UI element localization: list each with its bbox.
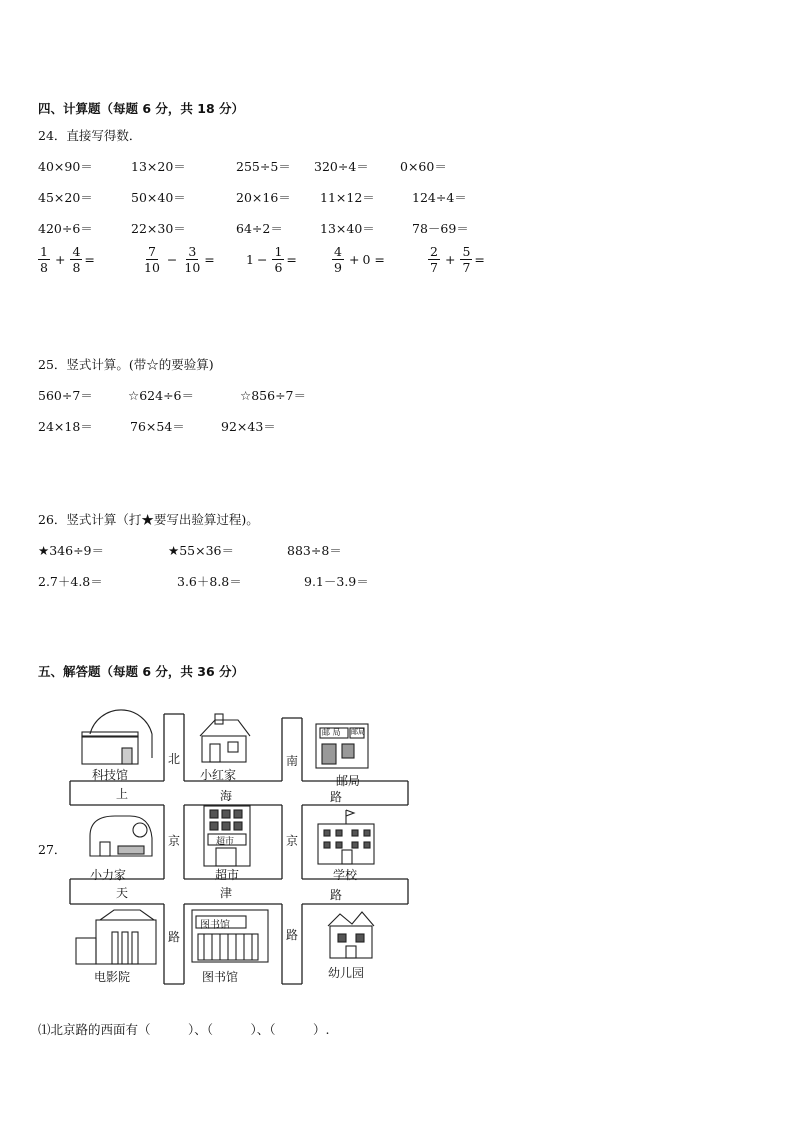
problem: 560÷7＝ [38, 388, 93, 403]
road-tianjin-2: 津 [220, 886, 233, 900]
section-5-heading: 五、解答题（每题 6 分，共 36 分） [38, 664, 245, 679]
supermarket-sign: 超市 [216, 837, 235, 847]
operator: − [166, 252, 178, 267]
numerator: 4 [72, 244, 81, 259]
label-xiaoli-home: 小力家 [90, 868, 127, 882]
whole-number: 1 [246, 252, 254, 267]
question-25-title: 25．竖式计算。(带☆的要验算) [38, 357, 214, 372]
denominator: 7 [430, 260, 438, 275]
road-shanghai-1: 上 [116, 787, 129, 801]
problem: ☆624÷6＝ [128, 388, 194, 403]
question-26-title: 26．竖式计算（打★要写出验算过程)。 [38, 512, 259, 527]
operator: + [348, 252, 360, 267]
road-nanjing-3: 路 [286, 928, 299, 942]
fraction-problem [140, 244, 215, 275]
problem: 0×60＝ [400, 159, 447, 174]
denominator: 10 [184, 260, 201, 275]
road-tianjin-1: 天 [116, 886, 129, 900]
problem: 320÷4＝ [314, 159, 369, 174]
section-4-heading: 四、计算题（每题 6 分，共 18 分） [38, 101, 245, 116]
problem: 40×90＝ [38, 159, 93, 174]
denominator: 8 [72, 260, 81, 275]
problem: 13×40＝ [320, 221, 375, 236]
label-cinema: 电影院 [94, 970, 131, 984]
label-supermarket: 超市 [215, 868, 240, 882]
problem: 64÷2＝ [236, 221, 283, 236]
road-nanjing-2: 京 [286, 834, 299, 848]
xiaoli-house-building [90, 816, 152, 856]
road-shanghai-3: 路 [330, 790, 343, 804]
fraction-problem [330, 244, 385, 275]
question-24-title: 24．直接写得数． [38, 128, 142, 143]
denominator: 6 [274, 260, 283, 275]
operator: + [54, 252, 66, 267]
map-drawing [60, 706, 420, 992]
problem: ★55×36＝ [168, 543, 234, 558]
numerator: 1 [274, 244, 283, 259]
road-beijing-2: 京 [168, 834, 181, 848]
operator: + [444, 252, 456, 267]
numerator: 4 [334, 244, 342, 259]
library-sign: 图书馆 [200, 920, 230, 931]
road-nanjing-1: 南 [286, 754, 299, 768]
problem: 11×12＝ [320, 190, 375, 205]
problem: ☆856÷7＝ [240, 388, 306, 403]
post-office-small-sign: 邮局 [351, 728, 365, 736]
numerator: 7 [147, 244, 156, 259]
label-school: 学校 [333, 868, 358, 882]
equals: = [286, 252, 297, 267]
label-xiaohong-home: 小红家 [200, 768, 237, 782]
denominator: 10 [144, 260, 160, 275]
kindergarten-building [328, 912, 374, 958]
problem: 22×30＝ [131, 221, 186, 236]
problem: 13×20＝ [131, 159, 186, 174]
science-museum-building [82, 710, 152, 764]
road-beijing-1: 北 [168, 752, 181, 766]
problem: ★346÷9＝ [38, 543, 104, 558]
road-tianjin-3: 路 [330, 888, 343, 902]
problem: 420÷6＝ [38, 221, 93, 236]
denominator: 9 [334, 260, 342, 275]
road-beijing-3: 路 [168, 930, 181, 944]
denominator: 8 [40, 260, 48, 275]
numerator: 1 [40, 244, 48, 259]
operator: − [256, 252, 268, 267]
numerator: 5 [462, 244, 471, 259]
problem: 20×16＝ [236, 190, 291, 205]
school-building [318, 810, 374, 864]
numerator: 2 [430, 244, 438, 259]
cinema-building [76, 910, 156, 964]
problem: 255÷5＝ [236, 159, 291, 174]
equals: = [474, 252, 485, 267]
problem: 78－69＝ [412, 221, 469, 236]
problem: 883÷8＝ [287, 543, 342, 558]
fraction-problem [36, 244, 95, 275]
fraction-problem [426, 244, 485, 275]
city-map [60, 706, 420, 992]
question-27-number: 27． [38, 842, 67, 857]
label-post-office: 邮局 [336, 774, 361, 788]
problem: 2.7＋4.8＝ [38, 574, 103, 589]
problem: 9.1－3.9＝ [304, 574, 369, 589]
label-kindergarten: 幼儿园 [328, 966, 365, 980]
problem: 24×18＝ [38, 419, 93, 434]
problem: 45×20＝ [38, 190, 93, 205]
road-shanghai-2: 海 [220, 789, 233, 803]
equals: = [84, 252, 95, 267]
post-office-sign: 邮 局 [322, 728, 341, 737]
problem: 3.6＋8.8＝ [177, 574, 242, 589]
question-27-part-1: ⑴北京路的西面有（ ）、（ ）、（ ）. [38, 1022, 330, 1037]
problem: 50×40＝ [131, 190, 186, 205]
problem: 124÷4＝ [412, 190, 467, 205]
label-science-museum: 科技馆 [92, 768, 129, 782]
problem: 92×43＝ [221, 419, 276, 434]
addend-and-equals: 0 = [362, 252, 385, 267]
problem: 76×54＝ [130, 419, 185, 434]
numerator: 3 [188, 244, 197, 259]
fraction-problem [246, 244, 297, 275]
xiaohong-house-building [200, 714, 250, 762]
equals: = [204, 252, 215, 267]
denominator: 7 [462, 260, 471, 275]
label-library: 图书馆 [202, 970, 239, 984]
